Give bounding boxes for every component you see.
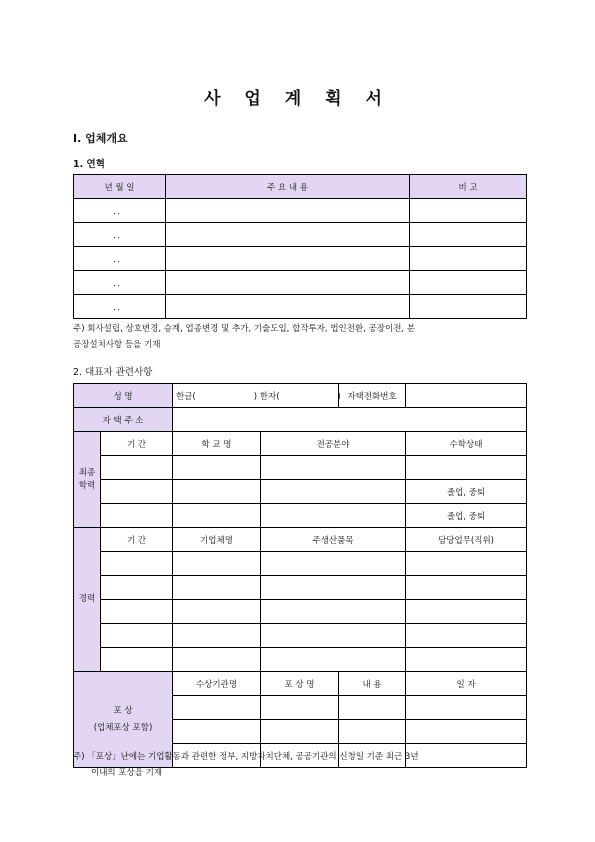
awards-institution-cell[interactable] [173,696,261,720]
rep-heading: 2. 대표자 관련사항 [73,367,153,378]
career-header-company: 기업체명 [173,528,261,552]
awards-label-subtitle: (업체포상 포함) [93,722,153,733]
edu-header-period: 기 간 [101,432,173,456]
career-duty-cell[interactable] [406,576,527,600]
section-heading: Ⅰ. 업체개요 [73,132,128,145]
table-row [74,600,527,624]
table-row [74,624,527,648]
career-products-cell[interactable] [261,648,406,672]
awards-label-title: 포 상 [113,705,133,716]
name-hangul-label: 한글( [176,391,196,402]
education-label-text: 최종 학력 [78,467,96,491]
edu-header-status: 수학상태 [406,432,527,456]
table-row [74,648,527,672]
career-period-cell[interactable] [101,576,173,600]
career-period-cell[interactable] [101,600,173,624]
edu-header-major: 전공분야 [261,432,406,456]
awards-note [73,749,527,781]
history-note-line-1: 주) 회사설립, 상호변경, 승계, 업종변경 및 추가, 기술도입, 합작투자, 법인전환, 공장이전, 분 [73,324,416,334]
table-row [74,480,527,504]
edu-header-school: 학 교 명 [173,432,261,456]
awards-header-content: 내 용 [339,672,406,696]
table-row [74,456,527,480]
edu-major-cell[interactable] [261,480,406,504]
home-phone-label: 자택전화번호 [339,384,406,408]
history-header-content: 주 요 내 용 [166,175,410,199]
history-content-cell[interactable] [166,223,410,247]
career-period-cell[interactable] [101,648,173,672]
career-duty-cell[interactable] [406,624,527,648]
edu-period-cell[interactable] [101,504,173,528]
table-row [74,295,527,319]
history-remark-cell[interactable] [410,247,527,271]
edu-school-cell[interactable] [173,504,261,528]
awards-content-cell[interactable] [339,720,406,744]
table-row [74,576,527,600]
career-products-cell[interactable] [261,552,406,576]
page-title: 사 업 계 획 서 [204,89,391,109]
address-label: 자 택 주 소 [74,408,173,432]
history-content-cell[interactable] [166,199,410,223]
address-field[interactable] [173,408,527,432]
career-company-cell[interactable] [173,576,261,600]
career-duty-cell[interactable] [406,600,527,624]
career-products-cell[interactable] [261,600,406,624]
career-period-cell[interactable] [101,624,173,648]
career-duty-cell[interactable] [406,552,527,576]
representative-table [73,383,527,768]
awards-header-award: 포 상 명 [261,672,339,696]
history-content-cell[interactable] [166,247,410,271]
history-remark-cell[interactable] [410,223,527,247]
career-header-period: 기 간 [101,528,173,552]
name-hanja-label: ) 한자( [253,391,280,402]
education-label [74,432,101,528]
history-date-cell[interactable]: ．． [74,295,166,319]
awards-award-cell[interactable] [261,720,339,744]
career-company-cell[interactable] [173,648,261,672]
history-note [73,321,527,353]
career-header-products: 주생산품목 [261,528,406,552]
career-company-cell[interactable] [173,600,261,624]
edu-school-cell[interactable] [173,456,261,480]
edu-school-cell[interactable] [173,480,261,504]
career-label: 경력 [74,528,101,672]
edu-major-cell[interactable] [261,504,406,528]
career-period-cell[interactable] [101,552,173,576]
table-row [74,223,527,247]
edu-period-cell[interactable] [101,456,173,480]
awards-date-cell[interactable] [406,696,527,720]
table-row [74,199,527,223]
edu-status-cell[interactable]: 졸업, 중퇴 [406,504,527,528]
history-note-line-2: 공장설치사항 등을 기재 [73,340,161,350]
history-table [73,174,527,319]
history-date-cell[interactable]: ．． [74,223,166,247]
name-close-paren: ) [337,391,341,402]
awards-award-cell[interactable] [261,696,339,720]
history-content-cell[interactable] [166,271,410,295]
home-phone-field[interactable] [406,384,527,408]
edu-major-cell[interactable] [261,456,406,480]
history-heading: 1. 연혁 [73,159,105,170]
career-products-cell[interactable] [261,624,406,648]
awards-header-date: 일 자 [406,672,527,696]
awards-note-line-2: 이내의 포상을 기재 [91,768,163,778]
history-date-cell[interactable]: ．． [74,199,166,223]
awards-note-line-1: 주) 「포상」난에는 기업활동과 관련한 정부, 지방자치단체, 공공기관의 신청일 기준 최근 3년 [73,752,419,762]
career-company-cell[interactable] [173,624,261,648]
awards-content-cell[interactable] [339,696,406,720]
name-field[interactable] [173,384,339,408]
career-duty-cell[interactable] [406,648,527,672]
awards-institution-cell[interactable] [173,720,261,744]
edu-status-cell[interactable]: 졸업, 중퇴 [406,480,527,504]
name-label: 성 명 [74,384,173,408]
history-date-cell[interactable]: ．． [74,271,166,295]
awards-header-institution: 수상기관명 [173,672,261,696]
history-header-remark: 비 고 [410,175,527,199]
table-row [74,504,527,528]
history-content-cell[interactable] [166,295,410,319]
edu-status-cell[interactable] [406,456,527,480]
career-company-cell[interactable] [173,552,261,576]
history-header-date: 년 월 일 [74,175,166,199]
history-date-cell[interactable]: ．． [74,247,166,271]
history-remark-cell[interactable] [410,199,527,223]
table-row [74,247,527,271]
career-header-duty: 담당업무(직위) [406,528,527,552]
history-remark-cell[interactable] [410,295,527,319]
awards-date-cell[interactable] [406,720,527,744]
table-row [74,552,527,576]
career-products-cell[interactable] [261,576,406,600]
edu-period-cell[interactable] [101,480,173,504]
table-row [74,271,527,295]
history-remark-cell[interactable] [410,271,527,295]
